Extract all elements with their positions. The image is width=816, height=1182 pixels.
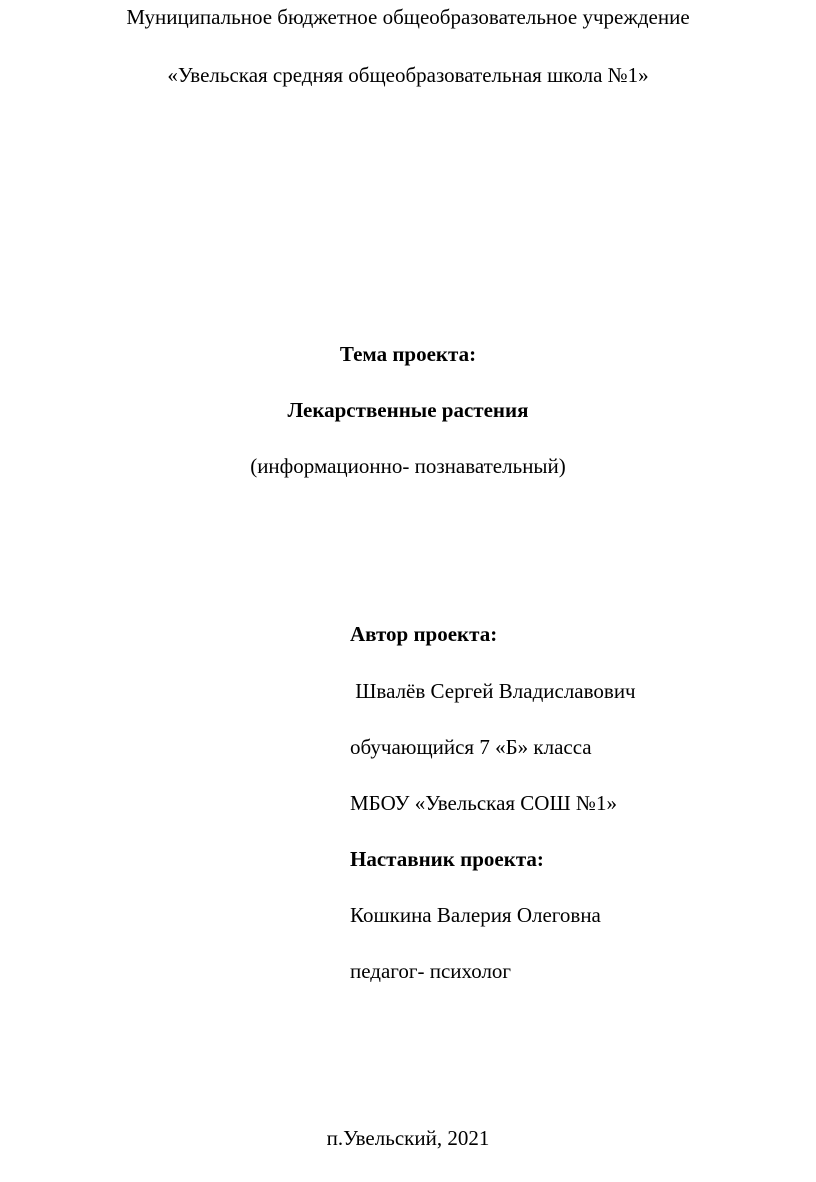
author-class: обучающийся 7 «Б» класса: [350, 735, 592, 759]
author-name: Швалёв Сергей Владиславович: [350, 679, 636, 703]
institution-line-2: «Увельская средняя общеобразовательная школа №1»: [167, 63, 649, 87]
topic-label: Тема проекта:: [339, 342, 477, 366]
institution-line-1: Муниципальное бюджетное общеобразовательное учреждение: [126, 5, 690, 29]
project-type: (информационно- познавательный): [250, 454, 566, 478]
mentor-label: Наставник проекта:: [350, 847, 544, 871]
topic-title: Лекарственные растения: [287, 398, 529, 422]
place-year: п.Увельский, 2021: [326, 1126, 490, 1150]
mentor-name: Кошкина Валерия Олеговна: [350, 903, 601, 927]
author-label: Автор проекта:: [350, 622, 498, 646]
mentor-position: педагог- психолог: [350, 959, 512, 983]
author-school: МБОУ «Увельская СОШ №1»: [350, 791, 617, 815]
